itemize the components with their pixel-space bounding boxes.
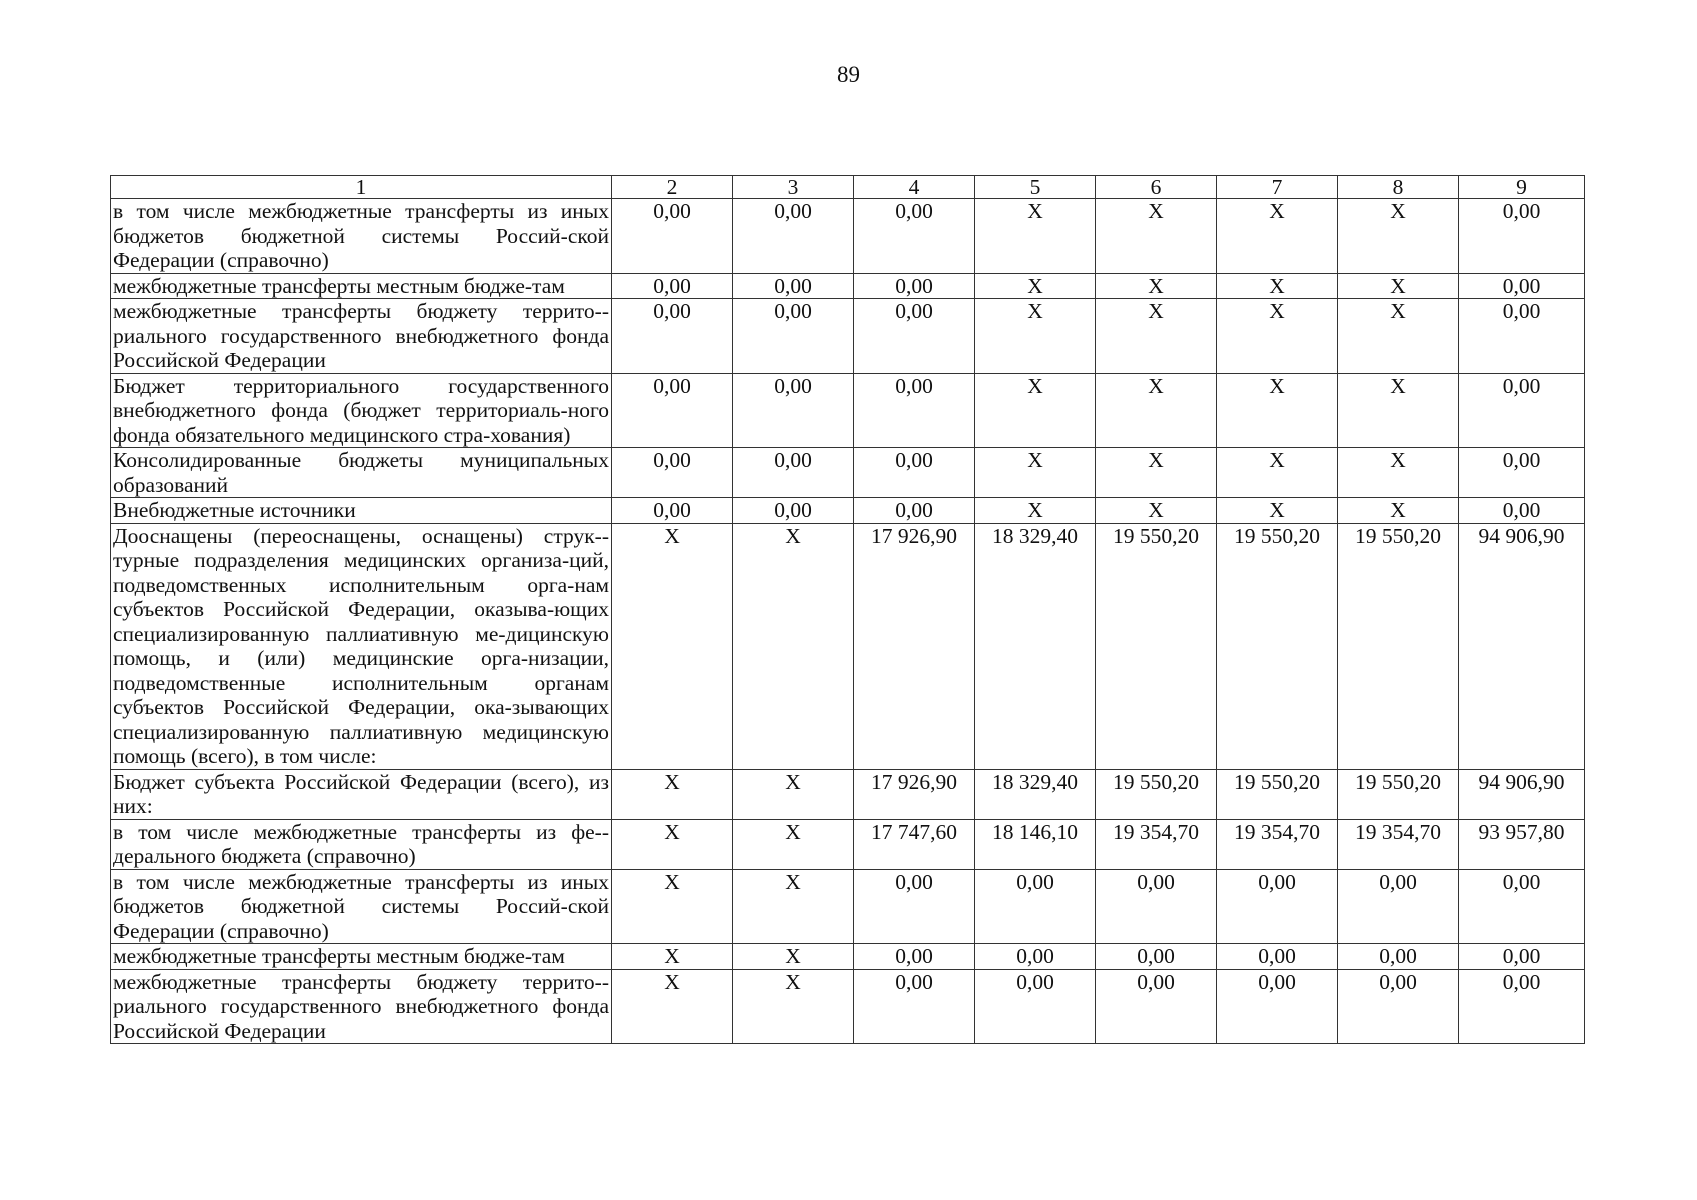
column-header: 6 bbox=[1096, 176, 1217, 199]
cell-value: X bbox=[612, 819, 733, 869]
cell-value: 0,00 bbox=[975, 944, 1096, 970]
row-label: межбюджетные трансферты бюджету террито-риального государственного внебюджетного фонда Российской Федерации bbox=[111, 299, 612, 374]
column-header: 7 bbox=[1217, 176, 1338, 199]
cell-value: 0,00 bbox=[975, 869, 1096, 944]
cell-value: 0,00 bbox=[975, 969, 1096, 1044]
table-row bbox=[111, 373, 1585, 448]
table-header-row bbox=[111, 176, 1585, 199]
cell-value: X bbox=[1217, 199, 1338, 274]
cell-value: X bbox=[975, 448, 1096, 498]
cell-value: 0,00 bbox=[1459, 448, 1585, 498]
cell-value: 0,00 bbox=[854, 273, 975, 299]
cell-value: X bbox=[975, 199, 1096, 274]
cell-value: 0,00 bbox=[854, 498, 975, 524]
cell-value: 0,00 bbox=[1459, 273, 1585, 299]
cell-value: 0,00 bbox=[612, 373, 733, 448]
cell-value: 0,00 bbox=[1338, 869, 1459, 944]
cell-value: 0,00 bbox=[612, 273, 733, 299]
cell-value: 0,00 bbox=[733, 373, 854, 448]
cell-value: X bbox=[1217, 273, 1338, 299]
cell-value: 0,00 bbox=[733, 199, 854, 274]
cell-value: X bbox=[975, 373, 1096, 448]
row-label: межбюджетные трансферты местным бюдже-там bbox=[111, 273, 612, 299]
budget-table bbox=[110, 175, 1585, 1044]
cell-value: 0,00 bbox=[733, 299, 854, 374]
cell-value: X bbox=[1096, 273, 1217, 299]
cell-value: X bbox=[733, 819, 854, 869]
cell-value: 19 550,20 bbox=[1338, 769, 1459, 819]
table-row bbox=[111, 819, 1585, 869]
cell-value: 19 354,70 bbox=[1096, 819, 1217, 869]
cell-value: 0,00 bbox=[1459, 199, 1585, 274]
table-row bbox=[111, 199, 1585, 274]
cell-value: 0,00 bbox=[1459, 299, 1585, 374]
cell-value: 0,00 bbox=[1459, 944, 1585, 970]
row-label: Дооснащены (переоснащены, оснащены) струк-турные подразделения медицинских организа-ций, подведомственных исполнительным орга-нам субъектов Российской Федерации, оказыва-ющих специализированную паллиативную ме-дицинскую помощь, и (или) медицинские орга-низации, подведомственные исполнительным органам субъектов Российской Федерации, ока-зывающих специализированную паллиативную медицинскую помощь (всего), в том числе: bbox=[111, 523, 612, 769]
cell-value: 0,00 bbox=[1096, 969, 1217, 1044]
column-header: 3 bbox=[733, 176, 854, 199]
cell-value: 19 550,20 bbox=[1096, 523, 1217, 769]
cell-value: 0,00 bbox=[854, 944, 975, 970]
cell-value: X bbox=[733, 523, 854, 769]
cell-value: X bbox=[612, 769, 733, 819]
cell-value: 0,00 bbox=[1338, 969, 1459, 1044]
cell-value: 0,00 bbox=[1338, 944, 1459, 970]
cell-value: 0,00 bbox=[733, 498, 854, 524]
cell-value: X bbox=[1217, 299, 1338, 374]
cell-value: X bbox=[733, 969, 854, 1044]
cell-value: X bbox=[1338, 273, 1459, 299]
cell-value: X bbox=[1338, 373, 1459, 448]
cell-value: X bbox=[1217, 448, 1338, 498]
cell-value: 0,00 bbox=[854, 869, 975, 944]
column-header: 1 bbox=[111, 176, 612, 199]
cell-value: X bbox=[1338, 199, 1459, 274]
cell-value: 0,00 bbox=[733, 448, 854, 498]
table-row bbox=[111, 769, 1585, 819]
cell-value: 19 550,20 bbox=[1217, 523, 1338, 769]
cell-value: X bbox=[1217, 373, 1338, 448]
cell-value: 93 957,80 bbox=[1459, 819, 1585, 869]
row-label: Внебюджетные источники bbox=[111, 498, 612, 524]
row-label: Бюджет территориального государственного внебюджетного фонда (бюджет территориаль-ного фонда обязательного медицинского стра-хования) bbox=[111, 373, 612, 448]
table-row bbox=[111, 498, 1585, 524]
row-label: Консолидированные бюджеты муниципальных образований bbox=[111, 448, 612, 498]
cell-value: 19 354,70 bbox=[1217, 819, 1338, 869]
cell-value: 0,00 bbox=[854, 373, 975, 448]
cell-value: 19 550,20 bbox=[1217, 769, 1338, 819]
cell-value: X bbox=[1217, 498, 1338, 524]
cell-value: 0,00 bbox=[1459, 498, 1585, 524]
row-label: Бюджет субъекта Российской Федерации (всего), из них: bbox=[111, 769, 612, 819]
page-number: 89 bbox=[837, 62, 860, 87]
cell-value: 19 354,70 bbox=[1338, 819, 1459, 869]
cell-value: 17 926,90 bbox=[854, 523, 975, 769]
cell-value: 0,00 bbox=[612, 448, 733, 498]
cell-value: X bbox=[1096, 448, 1217, 498]
column-header: 5 bbox=[975, 176, 1096, 199]
cell-value: 0,00 bbox=[1459, 373, 1585, 448]
column-header: 4 bbox=[854, 176, 975, 199]
cell-value: 0,00 bbox=[1096, 869, 1217, 944]
cell-value: 0,00 bbox=[1217, 944, 1338, 970]
cell-value: 17 747,60 bbox=[854, 819, 975, 869]
cell-value: 19 550,20 bbox=[1096, 769, 1217, 819]
cell-value: 0,00 bbox=[612, 498, 733, 524]
row-label: межбюджетные трансферты бюджету террито-риального государственного внебюджетного фонда Российской Федерации bbox=[111, 969, 612, 1044]
table-row bbox=[111, 299, 1585, 374]
table-row bbox=[111, 969, 1585, 1044]
cell-value: 94 906,90 bbox=[1459, 769, 1585, 819]
column-header: 8 bbox=[1338, 176, 1459, 199]
cell-value: 17 926,90 bbox=[854, 769, 975, 819]
table-row bbox=[111, 448, 1585, 498]
row-label: в том числе межбюджетные трансферты из иных бюджетов бюджетной системы Россий-ской Федерации (справочно) bbox=[111, 869, 612, 944]
cell-value: 0,00 bbox=[1217, 969, 1338, 1044]
cell-value: 0,00 bbox=[854, 299, 975, 374]
cell-value: 0,00 bbox=[1459, 869, 1585, 944]
cell-value: 18 329,40 bbox=[975, 523, 1096, 769]
cell-value: X bbox=[1338, 448, 1459, 498]
cell-value: X bbox=[1096, 373, 1217, 448]
row-label: в том числе межбюджетные трансферты из иных бюджетов бюджетной системы Россий-ской Федерации (справочно) bbox=[111, 199, 612, 274]
cell-value: X bbox=[975, 273, 1096, 299]
table-row bbox=[111, 869, 1585, 944]
cell-value: 0,00 bbox=[1459, 969, 1585, 1044]
cell-value: X bbox=[1338, 498, 1459, 524]
cell-value: 0,00 bbox=[1096, 944, 1217, 970]
cell-value: 19 550,20 bbox=[1338, 523, 1459, 769]
column-header: 2 bbox=[612, 176, 733, 199]
cell-value: X bbox=[612, 869, 733, 944]
cell-value: 94 906,90 bbox=[1459, 523, 1585, 769]
row-label: межбюджетные трансферты местным бюдже-там bbox=[111, 944, 612, 970]
cell-value: 0,00 bbox=[612, 299, 733, 374]
table-row bbox=[111, 273, 1585, 299]
cell-value: 0,00 bbox=[854, 199, 975, 274]
cell-value: X bbox=[612, 944, 733, 970]
row-label: в том числе межбюджетные трансферты из фе-дерального бюджета (справочно) bbox=[111, 819, 612, 869]
cell-value: 0,00 bbox=[1217, 869, 1338, 944]
cell-value: 0,00 bbox=[612, 199, 733, 274]
cell-value: 0,00 bbox=[854, 448, 975, 498]
cell-value: 18 329,40 bbox=[975, 769, 1096, 819]
cell-value: X bbox=[1338, 299, 1459, 374]
column-header: 9 bbox=[1459, 176, 1585, 199]
cell-value: 0,00 bbox=[854, 969, 975, 1044]
cell-value: X bbox=[1096, 299, 1217, 374]
table-row bbox=[111, 944, 1585, 970]
cell-value: X bbox=[1096, 199, 1217, 274]
cell-value: X bbox=[975, 498, 1096, 524]
cell-value: 0,00 bbox=[733, 273, 854, 299]
cell-value: X bbox=[1096, 498, 1217, 524]
cell-value: X bbox=[733, 769, 854, 819]
cell-value: X bbox=[733, 944, 854, 970]
cell-value: 18 146,10 bbox=[975, 819, 1096, 869]
cell-value: X bbox=[612, 523, 733, 769]
cell-value: X bbox=[612, 969, 733, 1044]
cell-value: X bbox=[975, 299, 1096, 374]
cell-value: X bbox=[733, 869, 854, 944]
table-row bbox=[111, 523, 1585, 769]
